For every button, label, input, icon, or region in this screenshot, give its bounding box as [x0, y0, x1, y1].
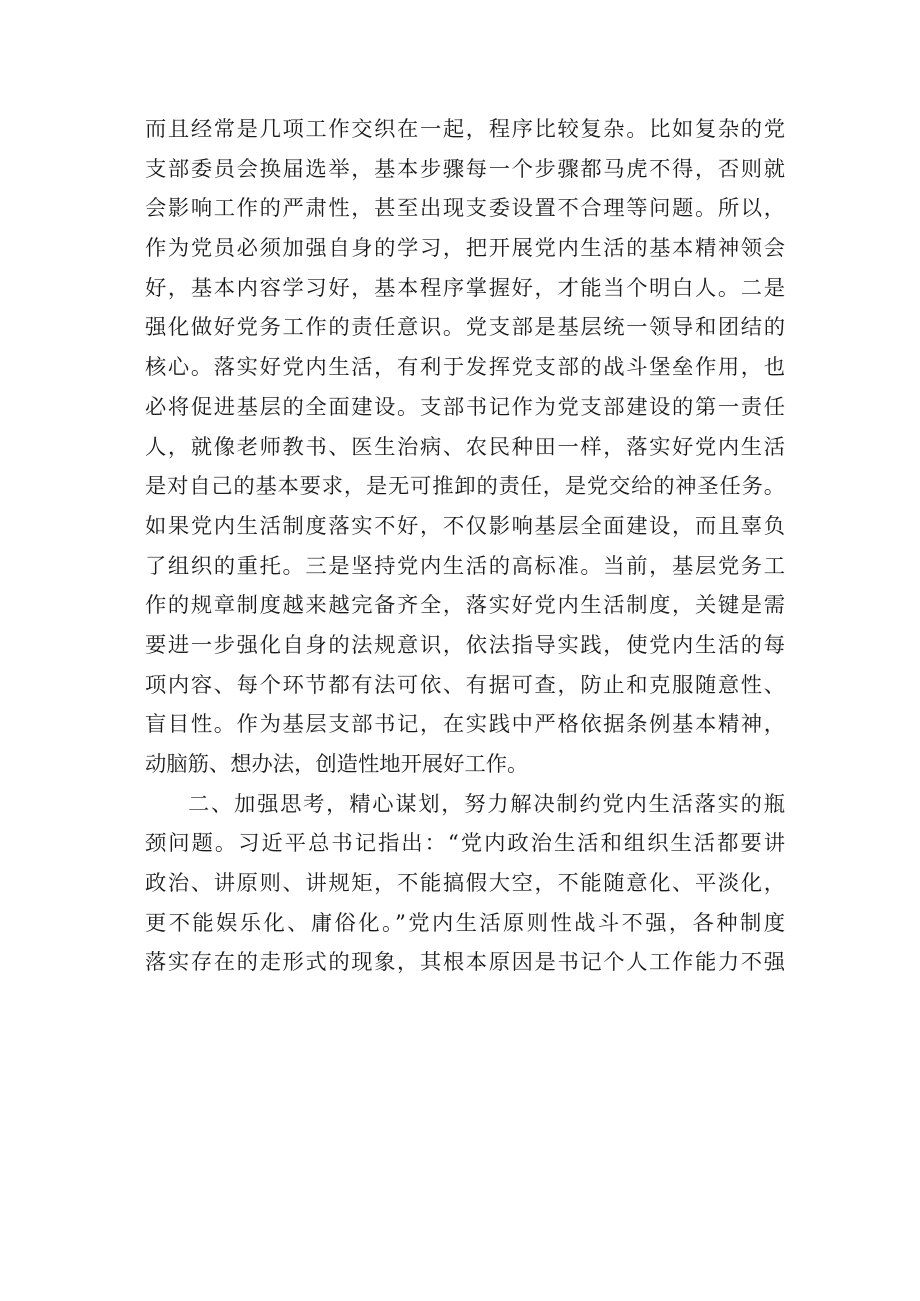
text-line: 会影响工作的严肃性，甚至出现支委设置不合理等问题。所以， [145, 196, 785, 222]
text-line: 支部委员会换届选举，基本步骤每一个步骤都马虎不得，否则就 [145, 156, 785, 182]
text-line: 项内容、每个环节都有法可依、有据可查，防止和克服随意性、 [145, 672, 785, 698]
text-line: 如果党内生活制度落实不好，不仅影响基层全面建设，而且辜负 [145, 513, 785, 539]
text-line: 好，基本内容学习好，基本程序掌握好，才能当个明白人。二是 [145, 275, 785, 301]
text-line: 必将促进基层的全面建设。支部书记作为党支部建设的第一责任 [145, 394, 785, 420]
text-line: 盲目性。作为基层支部书记，在实践中严格依据条例基本精神， [145, 712, 785, 738]
text-line: 是对自己的基本要求，是无可推卸的责任，是党交给的神圣任务。 [145, 474, 785, 500]
text-line: 更不能娱乐化、庸俗化。”党内生活原则性战斗不强，各种制度 [145, 910, 785, 936]
text-line: 核心。落实好党内生活，有利于发挥党支部的战斗堡垒作用，也 [145, 355, 785, 381]
body-text [145, 110, 785, 983]
text-line: 人，就像老师教书、医生治病、农民种田一样，落实好党内生活 [145, 434, 785, 460]
text-line: 作为党员必须加强自身的学习，把开展党内生活的基本精神领会 [145, 236, 785, 262]
paragraph-start-line: 二、加强思考，精心谋划，努力解决制约党内生活落实的瓶 [188, 791, 785, 817]
text-line: 动脑筋、想办法，创造性地开展好工作。 [145, 752, 529, 777]
text-line: 作的规章制度越来越完备齐全，落实好党内生活制度，关键是需 [145, 593, 785, 619]
text-line: 了组织的重托。三是坚持党内生活的高标准。当前，基层党务工 [145, 553, 785, 579]
text-line: 落实存在的走形式的现象，其根本原因是书记个人工作能力不强 [145, 950, 785, 976]
text-line: 强化做好党务工作的责任意识。党支部是基层统一领导和团结的 [145, 315, 785, 341]
text-line: 政治、讲原则、讲规矩，不能搞假大空，不能随意化、平淡化， [145, 871, 785, 897]
text-line: 而且经常是几项工作交织在一起，程序比较复杂。比如复杂的党 [145, 117, 785, 142]
text-line: 要进一步强化自身的法规意识，依法指导实践，使党内生活的每 [145, 632, 785, 658]
text-line: 颈问题。习近平总书记指出：“党内政治生活和组织生活都要讲 [145, 831, 785, 857]
